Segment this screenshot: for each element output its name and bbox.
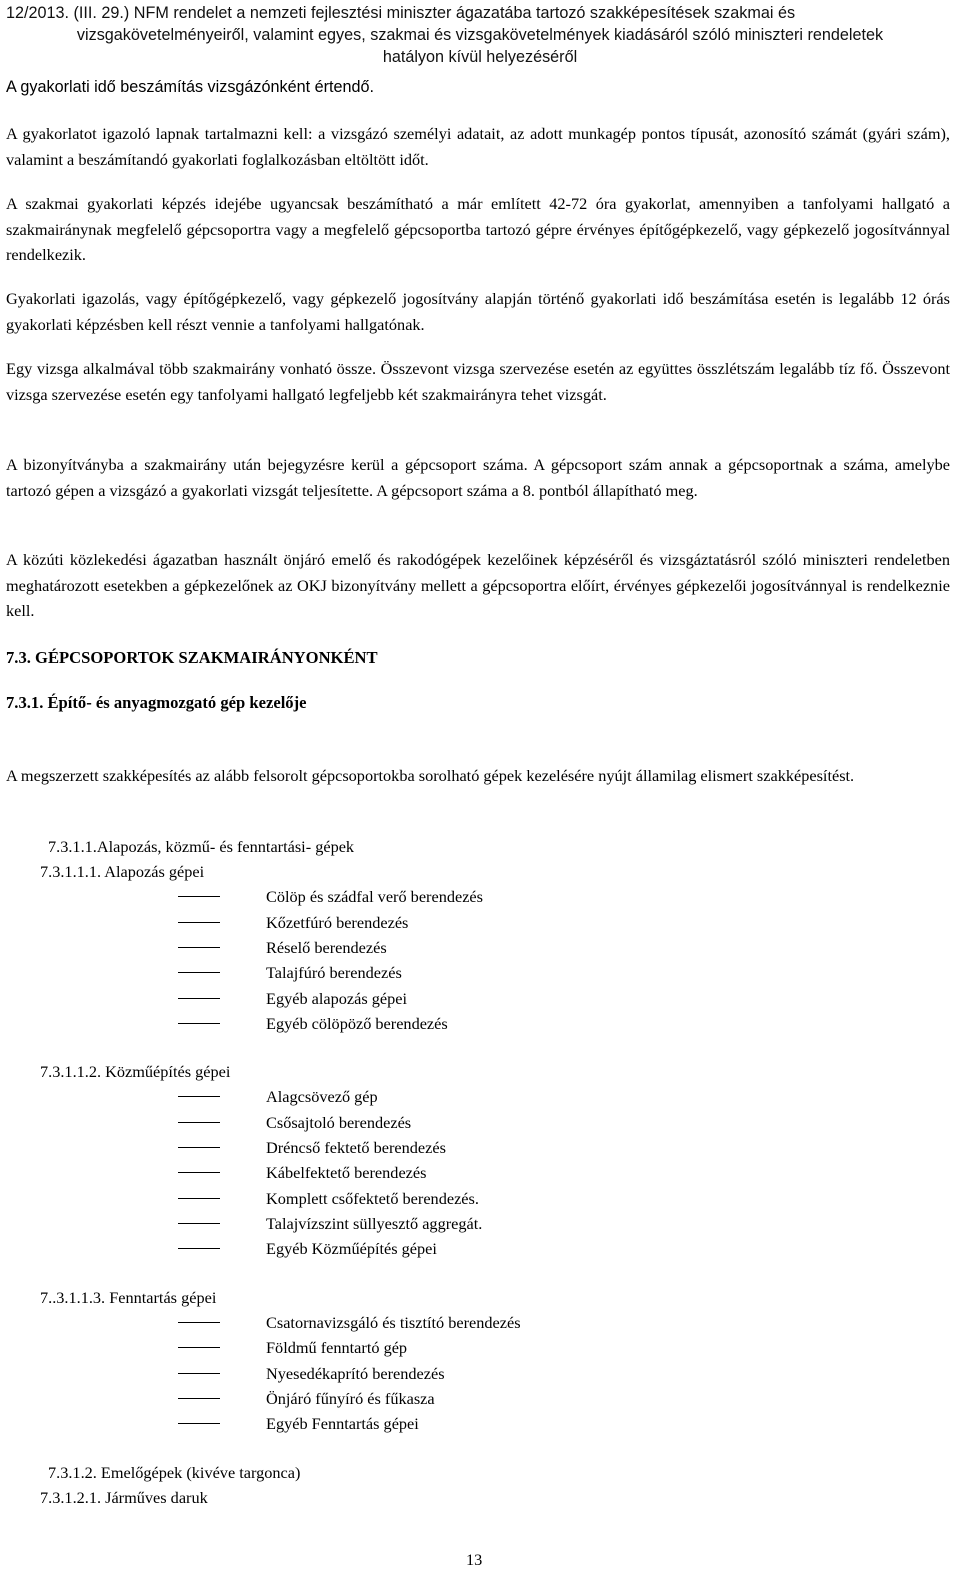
list-item: Talajfúró berendezés <box>0 962 960 984</box>
list-item: Komplett csőfektető berendezés. <box>0 1188 960 1210</box>
dash-marker <box>178 1096 220 1097</box>
dash-marker <box>178 1122 220 1123</box>
list-item: Egyéb alapozás gépei <box>0 988 960 1010</box>
dash-marker <box>178 1198 220 1199</box>
header-line-1: 12/2013. (III. 29.) NFM rendelet a nemzeti fejlesztési miniszter ágazatába tartozó szakképesítések szakmai és <box>6 4 796 22</box>
list-item: Kőzetfúró berendezés <box>0 912 960 934</box>
dash-marker <box>178 1023 220 1024</box>
list-item: Kábelfektető berendezés <box>0 1162 960 1184</box>
paragraph-combined-exam: Egy vizsga alkalmával több szakmairány vonható össze. Összevont vizsga szervezése esetén az együttes összlétszám legalább tíz fő. Összevont vizsga szervezése esetén egy tanfolyami hallgató legfeljebb két szakmairányra tehet vizsgát. <box>6 359 950 404</box>
list-item: Egyéb cölöpöző berendezés <box>0 1013 960 1035</box>
dash-marker <box>178 1248 220 1249</box>
list-item: Talajvízszint süllyesztő aggregát. <box>0 1213 960 1235</box>
list-item: Alagcsövező gép <box>0 1086 960 1108</box>
page-number: 13 <box>466 1550 483 1569</box>
list-item: Nyesedékaprító berendezés <box>0 1363 960 1385</box>
list-item: Csatornavizsgáló és tisztító berendezés <box>0 1312 960 1334</box>
header-line-2: vizsgakövetelményeiről, valamint egyes, szakmai és vizsgakövetelmények kiadásáról szóló miniszteri rendeletek <box>76 26 884 44</box>
dash-marker <box>178 1322 220 1323</box>
heading-machine-groups: 7.3. GÉPCSOPORTOK SZAKMAIRÁNYONKÉNT <box>6 648 378 667</box>
paragraph-practice-time: A szakmai gyakorlati képzés idejébe ugyancsak beszámítható a már említett 42-72 óra gyakorlat, amennyiben a tanfolyami hallgató a szakmairánynak megfelelő gépcsoportra vagy a megfelelő gépcsoportba tartozó gépre érvényes építőgépkezelő, vagy gépkezelő jogosítvánnyal rendelkezik. <box>6 194 950 264</box>
list-item: Egyéb Közműépítés gépei <box>0 1238 960 1260</box>
dash-marker <box>178 972 220 973</box>
subsection-vehicle-cranes: 7.3.1.2.1. Járműves daruk <box>40 1488 208 1507</box>
intro-note: A gyakorlati idő beszámítás vizsgázónként értendő. <box>6 78 375 96</box>
header-line-3: hatályon kívül helyezéséről <box>382 48 578 66</box>
list-item: Réselő berendezés <box>0 937 960 959</box>
list-item: Földmű fenntartó gép <box>0 1337 960 1359</box>
dash-marker <box>178 896 220 897</box>
paragraph-certificate: A bizonyítványba a szakmairány után bejegyzésre kerül a gépcsoport száma. A gépcsoport szám annak a gépcsoportnak a száma, amelybe tartozó gépen a vizsgázó a gyakorlati vizsgát teljesítette. A gépcsoport száma a 8. pontból állapítható meg. <box>6 455 950 500</box>
document-header <box>6 2 954 68</box>
subsection-utility-machines: 7.3.1.1.2. Közműépítés gépei <box>40 1062 231 1081</box>
list-item: Cölöp és szádfal verő berendezés <box>0 886 960 908</box>
dash-marker <box>178 922 220 923</box>
dash-marker <box>178 998 220 999</box>
paragraph-qualification: A megszerzett szakképesítés az alább felsorolt gépcsoportokba sorolható gépek kezelésére nyújt államilag elismert szakképesítést. <box>6 766 855 785</box>
dash-marker <box>178 1347 220 1348</box>
section-foundation-utility-maintenance: 7.3.1.1.Alapozás, közmű- és fenntartási- gépek <box>48 837 355 856</box>
dash-marker <box>178 1398 220 1399</box>
dash-marker <box>178 1172 220 1173</box>
section-lifting-machines: 7.3.1.2. Emelőgépek (kivéve targonca) <box>48 1463 301 1482</box>
subsection-maintenance-machines: 7..3.1.1.3. Fenntartás gépei <box>40 1288 217 1307</box>
dash-marker <box>178 947 220 948</box>
list-item: Önjáró fűnyíró és fűkasza <box>0 1388 960 1410</box>
list-item: Egyéb Fenntartás gépei <box>0 1413 960 1435</box>
list-item: Csősajtoló berendezés <box>0 1112 960 1134</box>
heading-construction-operator: 7.3.1. Építő- és anyagmozgató gép kezelője <box>6 693 307 712</box>
dash-marker <box>178 1223 220 1224</box>
paragraph-attestation-sheet: A gyakorlatot igazoló lapnak tartalmazni kell: a vizsgázó személyi adatait, az adott munkagép pontos típusát, azonosító számát (gyári szám), valamint a beszámítandó gyakorlati foglalkozásban eltöltött időt. <box>6 124 950 169</box>
subsection-foundation-machines: 7.3.1.1.1. Alapozás gépei <box>40 862 205 881</box>
dash-marker <box>178 1423 220 1424</box>
list-item: Dréncső fektető berendezés <box>0 1137 960 1159</box>
dash-marker <box>178 1147 220 1148</box>
paragraph-min-training: Gyakorlati igazolás, vagy építőgépkezelő, vagy gépkezelő jogosítvány alapján történő gyakorlati idő beszámítása esetén is legalább 12 órás gyakorlati képzésben kell részt vennie a tanfolyami hallgatónak. <box>6 289 950 334</box>
dash-marker <box>178 1373 220 1374</box>
paragraph-road-transport: A közúti közlekedési ágazatban használt önjáró emelő és rakodógépek kezelőinek képzéséről és vizsgáztatásról szóló miniszteri rendeletben meghatározott esetekben a gépkezelőnek az OKJ bizonyítvány mellett a gépcsoportra előírt, érvényes gépkezelői jogosítvánnyal is rendelkeznie kell. <box>6 550 950 620</box>
